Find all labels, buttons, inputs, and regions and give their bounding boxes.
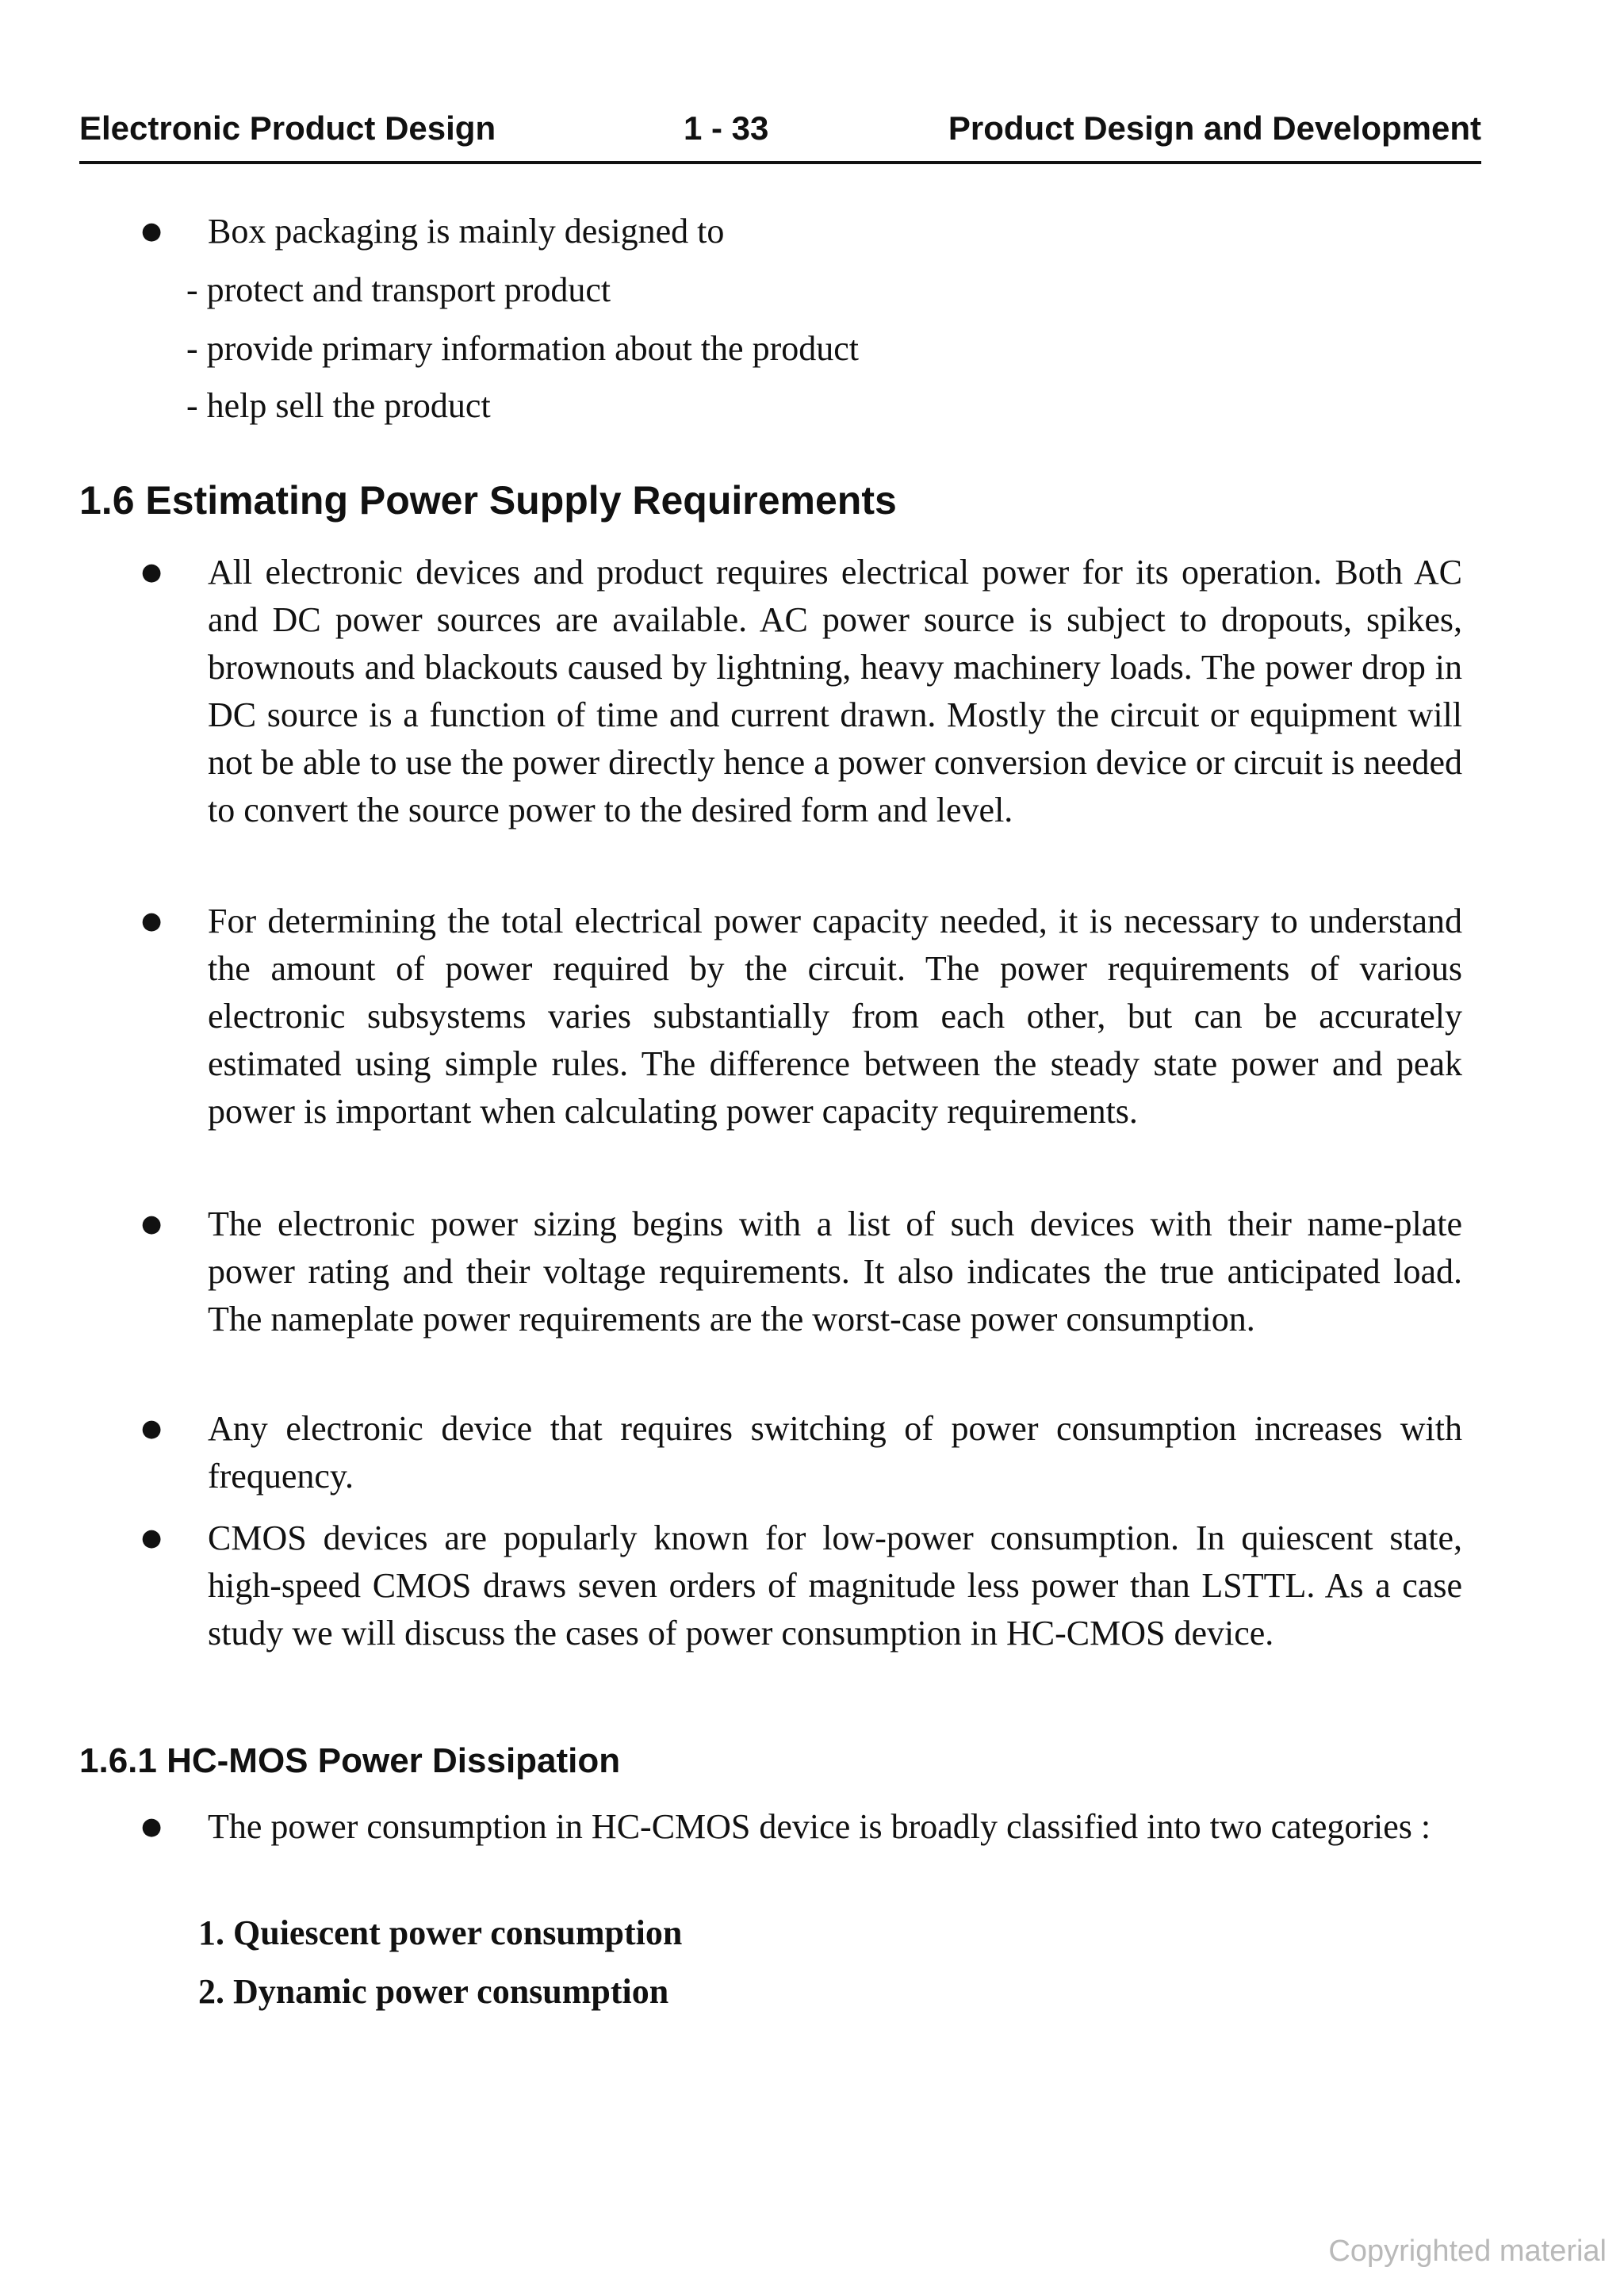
header-chapter-title: Product Design and Development [948,109,1481,147]
section-paragraph: For determining the total electrical power capacity needed, it is necessary to understand the amount of power required by the circuit. The power requirements of various electronic subsystems varies substantially from each other, but can be accurately estimated using simple rules. The difference between the steady state power and peak power is important when calculating power capacity requirements. [208,902,1462,1131]
header-rule [79,161,1481,164]
section-heading: 1.6 Estimating Power Supply Requirements [79,478,897,523]
subsection-heading: 1.6.1 HC-MOS Power Dissipation [79,1741,621,1780]
bullet-icon: ● [141,907,163,935]
section-paragraph: Any electronic device that requires switching of power consumption increases with frequency. [208,1409,1462,1496]
bullet-icon: ● [141,1813,163,1840]
category-item: 1. Quiescent power consumption [198,1913,683,1952]
bullet-icon: ● [141,217,163,245]
intro-item: - provide primary information about the product [186,329,859,368]
intro-item: - help sell the product [186,386,491,425]
bullet-icon: ● [141,1415,163,1442]
intro-bullet-text: Box packaging is mainly designed to [208,212,725,251]
intro-item: - protect and transport product [186,270,611,309]
running-header [79,109,1481,165]
subsection-paragraph: The power consumption in HC-CMOS device is broadly classified into two categories : [208,1807,1431,1846]
bullet-icon: ● [141,1210,163,1238]
bullet-icon: ● [141,1524,163,1552]
copyright-watermark: Copyrighted material [1328,2235,1607,2268]
header-book-title: Electronic Product Design [79,109,496,147]
section-paragraph: CMOS devices are popularly known for low-power consumption. In quiescent state, high-speed CMOS draws seven orders of magnitude less power than LSTTL. As a case study we will discuss the cases of power consumption in HC-CMOS device. [208,1518,1462,1653]
bullet-icon: ● [141,558,163,586]
section-paragraph: All electronic devices and product requires electrical power for its operation. Both AC and DC power sources are available. AC power source is subject to dropouts, spikes, brownouts and blackouts caused by lightning, heavy machinery loads. The power drop in DC source is a function of time and current drawn. Mostly the circuit or equipment will not be able to use the power directly hence a power conversion device or circuit is needed to convert the source power to the desired form and level. [208,553,1462,829]
category-item: 2. Dynamic power consumption [198,1972,669,2011]
header-page-number: 1 - 33 [684,109,769,147]
section-paragraph: The electronic power sizing begins with a list of such devices with their name-plate power rating and their voltage requirements. It also indicates the true anticipated load. The nameplate power requirements are the worst-case power consumption. [208,1204,1462,1338]
